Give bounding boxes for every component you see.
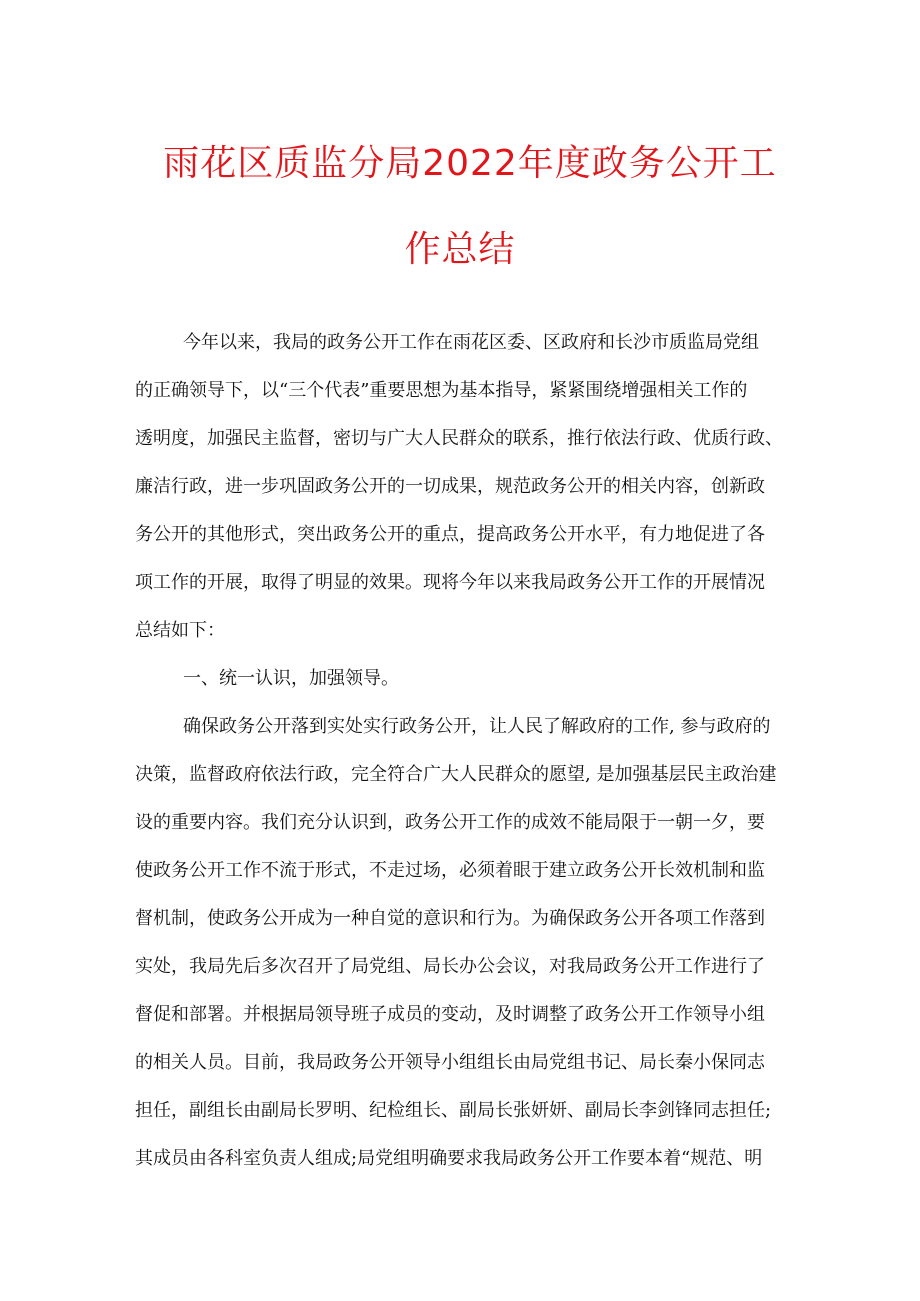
body-line-3: 透明度，加强民主监督，密切与广大人民群众的联系，推行依法行政、优质行政、: [135, 428, 783, 449]
body-line-5: 务公开的其他形式，突出政务公开的重点，提高政务公开水平，有力地促进了各: [135, 524, 765, 545]
document-title-line-1: 雨花区质监分局2022年度政务公开工: [163, 143, 777, 184]
document-title-line-2: 作总结: [404, 229, 516, 270]
section-heading-1: 一、统一认识，加强领导。: [183, 668, 399, 689]
body-line-2: 的正确领导下，以“三个代表”重要思想为基本指导，紧紧围绕增强相关工作的: [135, 380, 748, 401]
body-line-9: 确保政务公开落到实处实行政务公开，让人民了解政府的工作, 参与政府的: [183, 716, 771, 737]
body-line-1: 今年以来，我局的政务公开工作在雨花区委、区政府和长沙市质监局党组: [183, 332, 759, 353]
body-line-6: 项工作的开展，取得了明显的效果。现将今年以来我局政务公开工作的开展情况: [135, 572, 765, 593]
body-line-15: 督促和部署。并根据局领导班子成员的变动，及时调整了政务公开工作领导小组: [135, 1004, 765, 1025]
body-line-18: 其成员由各科室负责人组成;局党组明确要求我局政务公开工作要本着“规范、明: [135, 1148, 763, 1169]
body-line-14: 实处，我局先后多次召开了局党组、局长办公会议，对我局政务公开工作进行了: [135, 956, 765, 977]
body-line-10: 决策，监督政府依法行政，完全符合广大人民群众的愿望, 是加强基层民主政治建: [135, 764, 777, 785]
body-line-13: 督机制，使政务公开成为一种自觉的意识和行为。为确保政务公开各项工作落到: [135, 908, 765, 929]
body-line-7: 总结如下：: [135, 620, 225, 641]
body-line-17: 担任，副组长由副局长罗明、纪检组长、副局长张妍妍、副局长李剑锋同志担任;: [135, 1100, 772, 1121]
body-line-12: 使政务公开工作不流于形式，不走过场，必须着眼于建立政务公开长效机制和监: [135, 860, 765, 881]
body-line-4: 廉洁行政，进一步巩固政务公开的一切成果，规范政务公开的相关内容，创新政: [135, 476, 765, 497]
body-line-11: 设的重要内容。我们充分认识到，政务公开工作的成效不能局限于一朝一夕，要: [135, 812, 765, 833]
body-line-16: 的相关人员。目前，我局政务公开领导小组组长由局党组书记、局长秦小保同志: [135, 1052, 765, 1073]
